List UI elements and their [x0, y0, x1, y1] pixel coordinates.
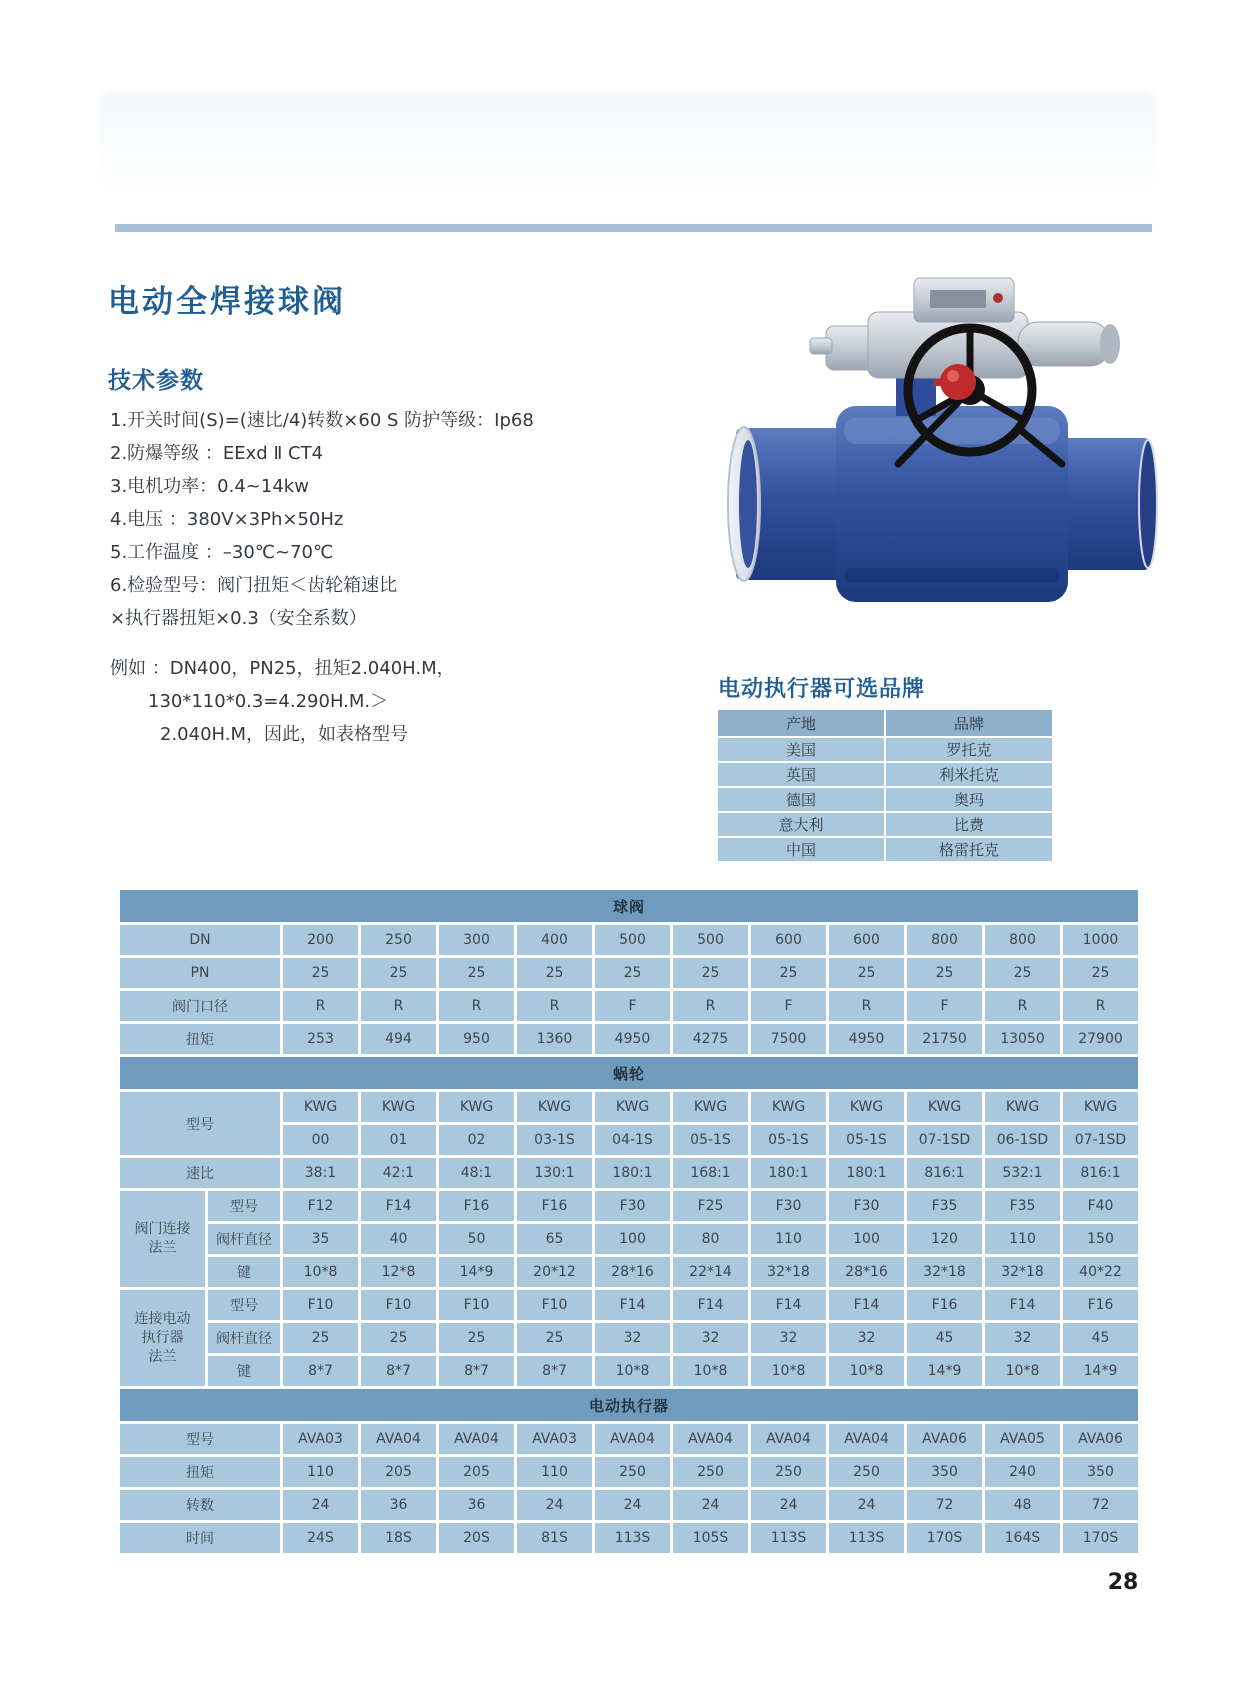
table-cell: 速比: [120, 1158, 280, 1188]
table-cell: 950: [439, 1024, 514, 1054]
table-cell: 德国: [718, 788, 884, 811]
brands-heading: 电动执行器可选品牌: [718, 677, 926, 702]
model-cell-stack: [985, 1092, 1060, 1155]
table-cell: F25: [673, 1191, 748, 1221]
table-cell: F16: [907, 1290, 982, 1320]
table-cell: F16: [439, 1191, 514, 1221]
table-cell: 7500: [751, 1024, 826, 1054]
table-cell: KWG: [907, 1092, 982, 1122]
table-cell: 24: [829, 1490, 904, 1520]
model-cell-stack: [283, 1092, 358, 1155]
table-cell: 25: [595, 958, 670, 988]
table-cell: KWG: [829, 1092, 904, 1122]
table-cell: 4950: [595, 1024, 670, 1054]
table-cell: 00: [283, 1125, 358, 1155]
table-cell: 250: [595, 1457, 670, 1487]
brands-row: [718, 738, 1052, 761]
table-cell: 05-1S: [829, 1125, 904, 1155]
model-cell-stack: [595, 1092, 670, 1155]
list-item: 1.开关时间(S)=(速比/4)转数×60 S 防护等级：Ip68: [110, 410, 534, 431]
table-cell: 10*8: [595, 1356, 670, 1386]
table-cell: F14: [595, 1290, 670, 1320]
table-cell: 07-1SD: [907, 1125, 982, 1155]
table-cell: 180:1: [829, 1158, 904, 1188]
table-cell: F14: [673, 1290, 748, 1320]
table-cell: 25: [751, 958, 826, 988]
table-cell: 27900: [1063, 1024, 1138, 1054]
table-cell: R: [829, 991, 904, 1021]
table-cell: 1360: [517, 1024, 592, 1054]
table-cell: F10: [361, 1290, 436, 1320]
table-cell: 32*18: [985, 1257, 1060, 1287]
table-cell: 型号: [120, 1424, 280, 1454]
table-cell: 120: [907, 1224, 982, 1254]
table-cell: 180:1: [595, 1158, 670, 1188]
table-cell: AVA05: [985, 1424, 1060, 1454]
table-cell: 250: [829, 1457, 904, 1487]
table-cell: KWG: [751, 1092, 826, 1122]
table-cell: 21750: [907, 1024, 982, 1054]
table-cell: 45: [907, 1323, 982, 1353]
flange-group: [120, 1191, 1138, 1287]
table-cell: 36: [439, 1490, 514, 1520]
list-item: 130*110*0.3=4.290H.M.＞: [148, 691, 389, 712]
table-cell: 14*9: [907, 1356, 982, 1386]
table-cell: 500: [673, 925, 748, 955]
table-cell: 494: [361, 1024, 436, 1054]
brands-row: [718, 763, 1052, 786]
table-cell: 25: [283, 1323, 358, 1353]
table-cell: 72: [907, 1490, 982, 1520]
table-cell: 250: [361, 925, 436, 955]
table-cell: 06-1SD: [985, 1125, 1060, 1155]
table-cell: 50: [439, 1224, 514, 1254]
table-cell: AVA04: [361, 1424, 436, 1454]
table-cell: 250: [673, 1457, 748, 1487]
list-item: 2.防爆等级 ：EExd Ⅱ CT4: [110, 443, 324, 464]
table-cell: 800: [907, 925, 982, 955]
table-cell: PN: [120, 958, 280, 988]
table-cell: 22*14: [673, 1257, 748, 1287]
table-cell: F35: [907, 1191, 982, 1221]
table-cell: 美国: [718, 738, 884, 761]
table-cell: 32*18: [907, 1257, 982, 1287]
table-cell: 25: [439, 958, 514, 988]
model-cell-stack: [673, 1092, 748, 1155]
section-header-bar: 电动执行器: [120, 1389, 1138, 1421]
table-row: [120, 1424, 1138, 1454]
table-cell: 164S: [985, 1523, 1060, 1553]
table-cell: 170S: [907, 1523, 982, 1553]
table-cell: 110: [517, 1457, 592, 1487]
model-cell-stack: [361, 1092, 436, 1155]
table-cell: 113S: [595, 1523, 670, 1553]
table-cell: 816:1: [907, 1158, 982, 1188]
table-cell: 02: [439, 1125, 514, 1155]
list-item: 2.040H.M，因此，如表格型号: [160, 724, 409, 745]
table-cell: 48: [985, 1490, 1060, 1520]
table-row: [208, 1191, 1138, 1221]
table-cell: 32: [673, 1323, 748, 1353]
table-cell: F40: [1063, 1191, 1138, 1221]
table-cell: 8*7: [517, 1356, 592, 1386]
table-cell: 格雷托克: [886, 838, 1052, 861]
table-row: [120, 925, 1138, 955]
table-cell: 25: [517, 1323, 592, 1353]
table-cell: KWG: [595, 1092, 670, 1122]
table-cell: F10: [283, 1290, 358, 1320]
brands-header-row: [718, 710, 1052, 736]
table-cell: 350: [1063, 1457, 1138, 1487]
table-cell: 4275: [673, 1024, 748, 1054]
spec-table: [120, 890, 1138, 1556]
ball-valve-illustration: [718, 268, 1162, 628]
table-cell: 品牌: [886, 710, 1052, 736]
table-cell: 20*12: [517, 1257, 592, 1287]
list-item: 6.检验型号：阀门扭矩＜齿轮箱速比: [110, 575, 398, 596]
table-cell: AVA04: [439, 1424, 514, 1454]
table-row: [208, 1290, 1138, 1320]
valve-product-image: [718, 268, 1162, 628]
table-cell: 45: [1063, 1323, 1138, 1353]
table-cell: 65: [517, 1224, 592, 1254]
table-cell: 350: [907, 1457, 982, 1487]
table-cell: 07-1SD: [1063, 1125, 1138, 1155]
table-cell: 110: [283, 1457, 358, 1487]
blue-divider-bar: [115, 224, 1152, 232]
table-cell: 28*16: [829, 1257, 904, 1287]
table-cell: 200: [283, 925, 358, 955]
table-cell: F: [751, 991, 826, 1021]
list-item: 例如 ：DN400，PN25，扭矩2.040H.M，: [110, 658, 455, 679]
table-cell: AVA04: [751, 1424, 826, 1454]
table-cell: 键: [208, 1257, 280, 1287]
table-cell: 32: [985, 1323, 1060, 1353]
table-cell: 600: [751, 925, 826, 955]
table-cell: 300: [439, 925, 514, 955]
table-cell: 10*8: [829, 1356, 904, 1386]
table-cell: 168:1: [673, 1158, 748, 1188]
table-cell: AVA04: [673, 1424, 748, 1454]
list-item: 5.工作温度 ：–30℃~70℃: [110, 542, 334, 563]
table-cell: 10*8: [673, 1356, 748, 1386]
table-cell: 奥玛: [886, 788, 1052, 811]
table-cell: 532:1: [985, 1158, 1060, 1188]
table-cell: KWG: [439, 1092, 514, 1122]
table-cell: 25: [439, 1323, 514, 1353]
table-cell: 意大利: [718, 813, 884, 836]
table-cell: 800: [985, 925, 1060, 955]
table-cell: R: [361, 991, 436, 1021]
table-cell: 转数: [120, 1490, 280, 1520]
brands-row: [718, 788, 1052, 811]
table-cell: KWG: [985, 1092, 1060, 1122]
table-cell: 04-1S: [595, 1125, 670, 1155]
model-double-row: [120, 1092, 1138, 1155]
table-cell: AVA06: [907, 1424, 982, 1454]
table-cell: 400: [517, 925, 592, 955]
table-cell: 8*7: [361, 1356, 436, 1386]
table-cell: 40: [361, 1224, 436, 1254]
table-row: [120, 958, 1138, 988]
table-cell: 32: [751, 1323, 826, 1353]
flange-group: [120, 1290, 1138, 1386]
table-cell: AVA03: [283, 1424, 358, 1454]
faded-header-banner: [100, 92, 1156, 196]
table-cell: 113S: [751, 1523, 826, 1553]
table-cell: F16: [517, 1191, 592, 1221]
table-cell: AVA04: [829, 1424, 904, 1454]
table-cell: 13050: [985, 1024, 1060, 1054]
list-item: ×执行器扭矩×0.3（安全系数）: [110, 608, 367, 629]
table-cell: 150: [1063, 1224, 1138, 1254]
table-cell: 240: [985, 1457, 1060, 1487]
table-cell: 14*9: [439, 1257, 514, 1287]
table-cell: 500: [595, 925, 670, 955]
table-cell: 10*8: [283, 1257, 358, 1287]
table-cell: F10: [439, 1290, 514, 1320]
table-cell: 25: [283, 958, 358, 988]
table-cell: 816:1: [1063, 1158, 1138, 1188]
table-row: [208, 1224, 1138, 1254]
table-cell: 20S: [439, 1523, 514, 1553]
table-cell: R: [283, 991, 358, 1021]
table-cell: 205: [361, 1457, 436, 1487]
table-row: [120, 1490, 1138, 1520]
table-cell: KWG: [1063, 1092, 1138, 1122]
model-cell-stack: [829, 1092, 904, 1155]
table-cell: F35: [985, 1191, 1060, 1221]
page-number: 28: [1107, 1570, 1139, 1595]
table-cell: 40*22: [1063, 1257, 1138, 1287]
table-cell: R: [673, 991, 748, 1021]
brands-row: [718, 838, 1052, 861]
table-cell: F: [595, 991, 670, 1021]
table-cell: 24S: [283, 1523, 358, 1553]
table-cell: 42:1: [361, 1158, 436, 1188]
model-cell-stack: [751, 1092, 826, 1155]
tech-params-list: [110, 404, 670, 635]
table-cell: 中国: [718, 838, 884, 861]
table-cell: 72: [1063, 1490, 1138, 1520]
table-cell: 12*8: [361, 1257, 436, 1287]
table-cell: F14: [751, 1290, 826, 1320]
table-cell: 英国: [718, 763, 884, 786]
table-cell: F30: [751, 1191, 826, 1221]
section-header-bar: 球阀: [120, 890, 1138, 922]
table-row: [120, 1158, 1138, 1188]
table-row: [120, 1457, 1138, 1487]
table-cell: 24: [283, 1490, 358, 1520]
table-cell: 80: [673, 1224, 748, 1254]
table-cell: F: [907, 991, 982, 1021]
model-cell-stack: [907, 1092, 982, 1155]
brands-table: [718, 710, 1052, 863]
table-cell: 32: [595, 1323, 670, 1353]
table-cell: 105S: [673, 1523, 748, 1553]
table-cell: 36: [361, 1490, 436, 1520]
table-cell: 产地: [718, 710, 884, 736]
table-cell: 110: [751, 1224, 826, 1254]
table-cell: 25: [907, 958, 982, 988]
table-cell: 时间: [120, 1523, 280, 1553]
table-cell: KWG: [673, 1092, 748, 1122]
table-cell: 24: [673, 1490, 748, 1520]
table-cell: F14: [985, 1290, 1060, 1320]
table-cell: R: [517, 991, 592, 1021]
table-cell: F30: [829, 1191, 904, 1221]
table-cell: 型号: [208, 1290, 280, 1320]
table-cell: 05-1S: [751, 1125, 826, 1155]
table-cell: 键: [208, 1356, 280, 1386]
table-cell: 28*16: [595, 1257, 670, 1287]
table-cell: 05-1S: [673, 1125, 748, 1155]
model-cell-stack: [1063, 1092, 1138, 1155]
table-cell: 25: [361, 1323, 436, 1353]
table-cell: 比费: [886, 813, 1052, 836]
table-cell: 25: [829, 958, 904, 988]
example-text: [110, 652, 670, 751]
table-cell: F14: [829, 1290, 904, 1320]
table-cell: 113S: [829, 1523, 904, 1553]
table-cell: KWG: [517, 1092, 592, 1122]
table-cell: KWG: [361, 1092, 436, 1122]
table-cell: 阀杆直径: [208, 1224, 280, 1254]
table-cell: R: [985, 991, 1060, 1021]
table-cell: 10*8: [751, 1356, 826, 1386]
table-cell: R: [1063, 991, 1138, 1021]
table-cell: 03-1S: [517, 1125, 592, 1155]
table-cell: F30: [595, 1191, 670, 1221]
table-cell: 170S: [1063, 1523, 1138, 1553]
page-title: 电动全焊接球阀: [108, 284, 346, 320]
table-cell: 32: [829, 1323, 904, 1353]
table-cell: 35: [283, 1224, 358, 1254]
group-label: 阀门连接 法兰: [120, 1191, 205, 1287]
table-cell: 25: [985, 958, 1060, 988]
table-cell: 14*9: [1063, 1356, 1138, 1386]
table-cell: 扭矩: [120, 1024, 280, 1054]
table-cell: 利米托克: [886, 763, 1052, 786]
table-row: [120, 991, 1138, 1021]
table-cell: 扭矩: [120, 1457, 280, 1487]
table-cell: 8*7: [439, 1356, 514, 1386]
table-cell: F10: [517, 1290, 592, 1320]
table-cell: 180:1: [751, 1158, 826, 1188]
table-cell: 81S: [517, 1523, 592, 1553]
table-cell: F16: [1063, 1290, 1138, 1320]
table-cell: 罗托克: [886, 738, 1052, 761]
table-cell: 25: [673, 958, 748, 988]
tech-params-heading: 技术参数: [108, 368, 204, 394]
table-cell: 130:1: [517, 1158, 592, 1188]
table-row: [120, 1523, 1138, 1553]
table-cell: 32*18: [751, 1257, 826, 1287]
table-cell: F14: [361, 1191, 436, 1221]
table-cell: 25: [361, 958, 436, 988]
list-item: 4.电压 ：380V×3Ph×50Hz: [110, 509, 344, 530]
table-cell: 48:1: [439, 1158, 514, 1188]
list-item: 3.电机功率：0.4~14kw: [110, 476, 309, 497]
table-cell: 110: [985, 1224, 1060, 1254]
table-row: [208, 1323, 1138, 1353]
table-cell: 25: [517, 958, 592, 988]
table-cell: AVA03: [517, 1424, 592, 1454]
table-cell: 01: [361, 1125, 436, 1155]
model-cell-stack: [439, 1092, 514, 1155]
table-row: [120, 1024, 1138, 1054]
table-cell: 阀杆直径: [208, 1323, 280, 1353]
table-cell: 8*7: [283, 1356, 358, 1386]
table-cell: 24: [595, 1490, 670, 1520]
table-cell: 100: [595, 1224, 670, 1254]
table-cell: 1000: [1063, 925, 1138, 955]
table-cell: R: [439, 991, 514, 1021]
table-cell: 阀门口径: [120, 991, 280, 1021]
table-cell: KWG: [283, 1092, 358, 1122]
table-cell: 18S: [361, 1523, 436, 1553]
table-cell: 250: [751, 1457, 826, 1487]
table-cell: 600: [829, 925, 904, 955]
table-cell: 253: [283, 1024, 358, 1054]
table-cell: 型号: [208, 1191, 280, 1221]
table-cell: DN: [120, 925, 280, 955]
brands-row: [718, 813, 1052, 836]
model-cell-stack: [517, 1092, 592, 1155]
table-cell: 100: [829, 1224, 904, 1254]
table-cell: 4950: [829, 1024, 904, 1054]
table-cell: F12: [283, 1191, 358, 1221]
table-cell: 10*8: [985, 1356, 1060, 1386]
table-cell: 24: [517, 1490, 592, 1520]
table-cell: 25: [1063, 958, 1138, 988]
table-row: [208, 1257, 1138, 1287]
table-cell: 型号: [120, 1092, 280, 1155]
table-row: [208, 1356, 1138, 1386]
table-cell: 205: [439, 1457, 514, 1487]
table-cell: 24: [751, 1490, 826, 1520]
table-cell: AVA06: [1063, 1424, 1138, 1454]
table-cell: AVA04: [595, 1424, 670, 1454]
table-cell: 38:1: [283, 1158, 358, 1188]
section-header-bar: 蜗轮: [120, 1057, 1138, 1089]
group-label: 连接电动 执行器 法兰: [120, 1290, 205, 1386]
